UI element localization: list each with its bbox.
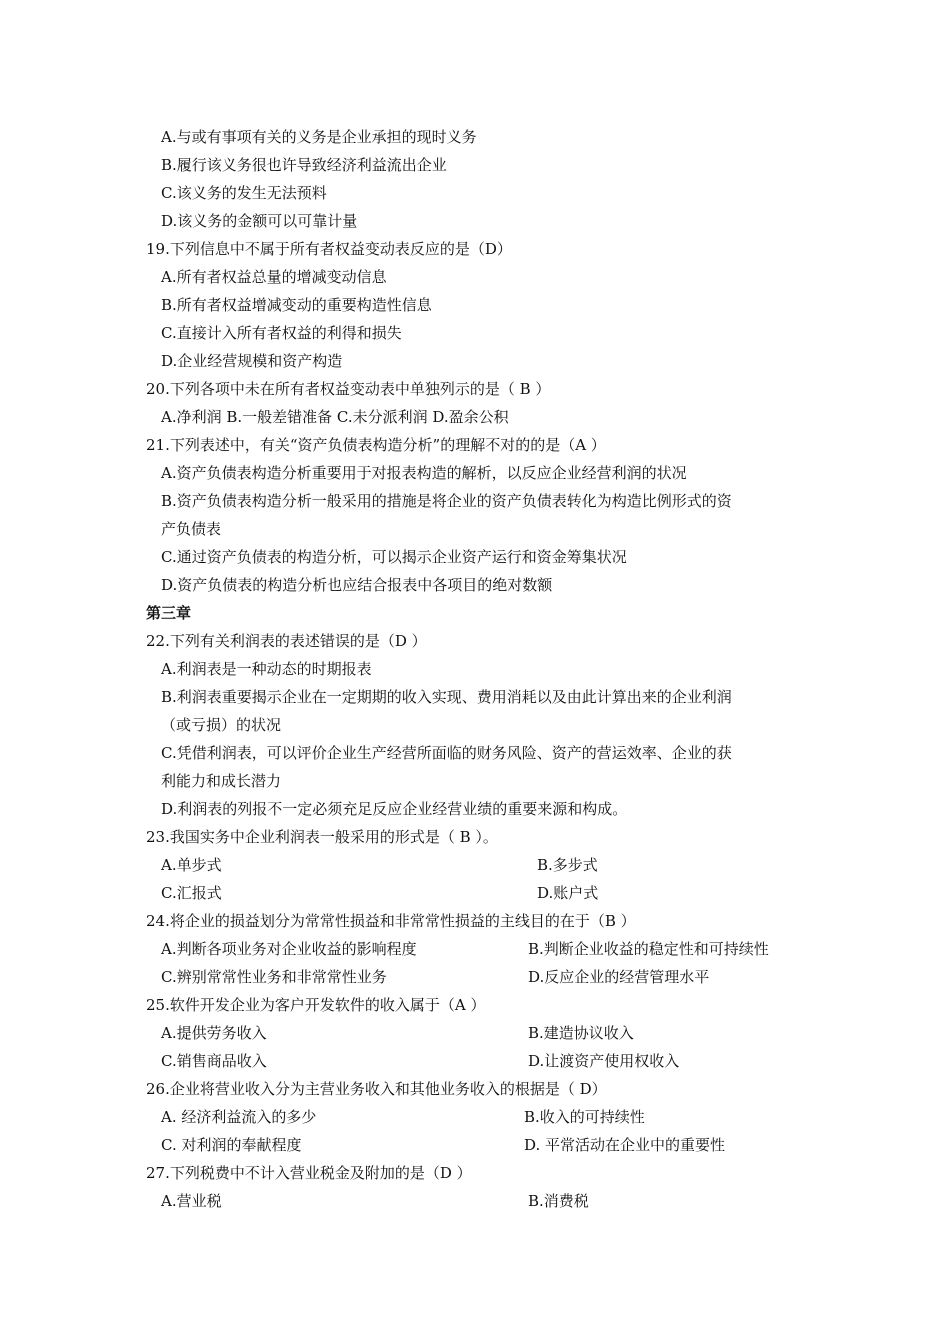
- q22-option-a: A.利润表是一种动态的时期报表: [161, 660, 372, 678]
- q19-option-b: B.所有者权益增减变动的重要构造性信息: [161, 296, 432, 314]
- q18-option-d: D.该义务的金额可以可靠计量: [161, 212, 358, 230]
- q22-option-d: D.利润表的列报不一定必须充足反应企业经营业绩的重要来源和构成。: [161, 800, 628, 818]
- q22-option-b: B.利润表重要揭示企业在一定期期的收入实现、费用消耗以及由此计算出来的企业利润: [161, 688, 732, 706]
- q27-option-b: B.消费税: [528, 1192, 589, 1210]
- q26-stem: 26.企业将营业收入分为主营业务收入和其他业务收入的根据是（ D）: [146, 1080, 607, 1098]
- q18-option-c: C.该义务的发生无法预料: [161, 184, 327, 202]
- q20-stem: 20.下列各项中未在所有者权益变动表中单独列示的是（ B ）: [146, 380, 551, 398]
- q22-option-c-continued: 利能力和成长潜力: [161, 772, 282, 790]
- q25-option-c: C.销售商品收入: [161, 1052, 267, 1070]
- chapter-heading: 第三章: [146, 604, 192, 622]
- q27-stem: 27.下列税费中不计入营业税金及附加的是（D ）: [146, 1164, 472, 1182]
- q19-option-c: C.直接计入所有者权益的利得和损失: [161, 324, 402, 342]
- q18-option-a: A.与或有事项有关的义务是企业承担的现时义务: [161, 128, 477, 146]
- q26-option-d: D. 平常活动在企业中的重要性: [524, 1136, 726, 1154]
- q21-option-a: A.资产负债表构造分析重要用于对报表构造的解析，以反应企业经营利润的状况: [161, 464, 687, 482]
- q19-stem: 19.下列信息中不属于所有者权益变动表反应的是（D）: [146, 240, 512, 258]
- q23-option-b: B.多步式: [537, 856, 598, 874]
- q25-stem: 25.软件开发企业为客户开发软件的收入属于（A ）: [146, 996, 486, 1014]
- q24-option-d: D.反应企业的经营管理水平: [528, 968, 710, 986]
- q21-stem: 21.下列表述中，有关“资产负债表构造分析”的理解不对的的是（A ）: [146, 436, 606, 454]
- q23-option-d: D.账户式: [537, 884, 599, 902]
- q22-stem: 22.下列有关利润表的表述错误的是（D ）: [146, 632, 427, 650]
- q21-option-d: D.资产负债表的构造分析也应结合报表中各项目的绝对数额: [161, 576, 553, 594]
- q22-option-c: C.凭借利润表，可以评价企业生产经营所面临的财务风险、资产的营运效率、企业的获: [161, 744, 732, 762]
- q25-option-a: A.提供劳务收入: [161, 1024, 267, 1042]
- q22-option-b-continued: （或亏损）的状况: [161, 716, 282, 734]
- q19-option-a: A.所有者权益总量的增减变动信息: [161, 268, 387, 286]
- q26-option-c: C. 对利润的奉献程度: [161, 1136, 302, 1154]
- q23-option-c: C.汇报式: [161, 884, 222, 902]
- q24-option-b: B.判断企业收益的稳定性和可持续性: [528, 940, 769, 958]
- q21-option-b: B.资产负债表构造分析一般采用的措施是将企业的资产负债表转化为构造比例形式的资: [161, 492, 732, 510]
- q26-option-a: A. 经济利益流入的多少: [161, 1108, 317, 1126]
- q24-stem: 24.将企业的损益划分为常常性损益和非常常性损益的主线目的在于（B ）: [146, 912, 636, 930]
- q24-option-c: C.辨别常常性业务和非常常性业务: [161, 968, 387, 986]
- q20-options: A.净利润 B.一般差错准备 C.未分派利润 D.盈余公积: [161, 408, 509, 426]
- q19-option-d: D.企业经营规模和资产构造: [161, 352, 343, 370]
- q21-option-c: C.通过资产负债表的构造分析，可以揭示企业资产运行和资金筹集状况: [161, 548, 627, 566]
- q21-option-b-continued: 产负债表: [161, 520, 222, 538]
- q24-option-a: A.判断各项业务对企业收益的影响程度: [161, 940, 417, 958]
- q25-option-b: B.建造协议收入: [528, 1024, 634, 1042]
- q26-option-b: B.收入的可持续性: [524, 1108, 645, 1126]
- q23-option-a: A.单步式: [161, 856, 222, 874]
- q23-stem: 23.我国实务中企业利润表一般采用的形式是（ B ）。: [146, 828, 498, 846]
- q25-option-d: D.让渡资产使用权收入: [528, 1052, 680, 1070]
- q18-option-b: B.履行该义务很也许导致经济利益流出企业: [161, 156, 447, 174]
- q27-option-a: A.营业税: [161, 1192, 222, 1210]
